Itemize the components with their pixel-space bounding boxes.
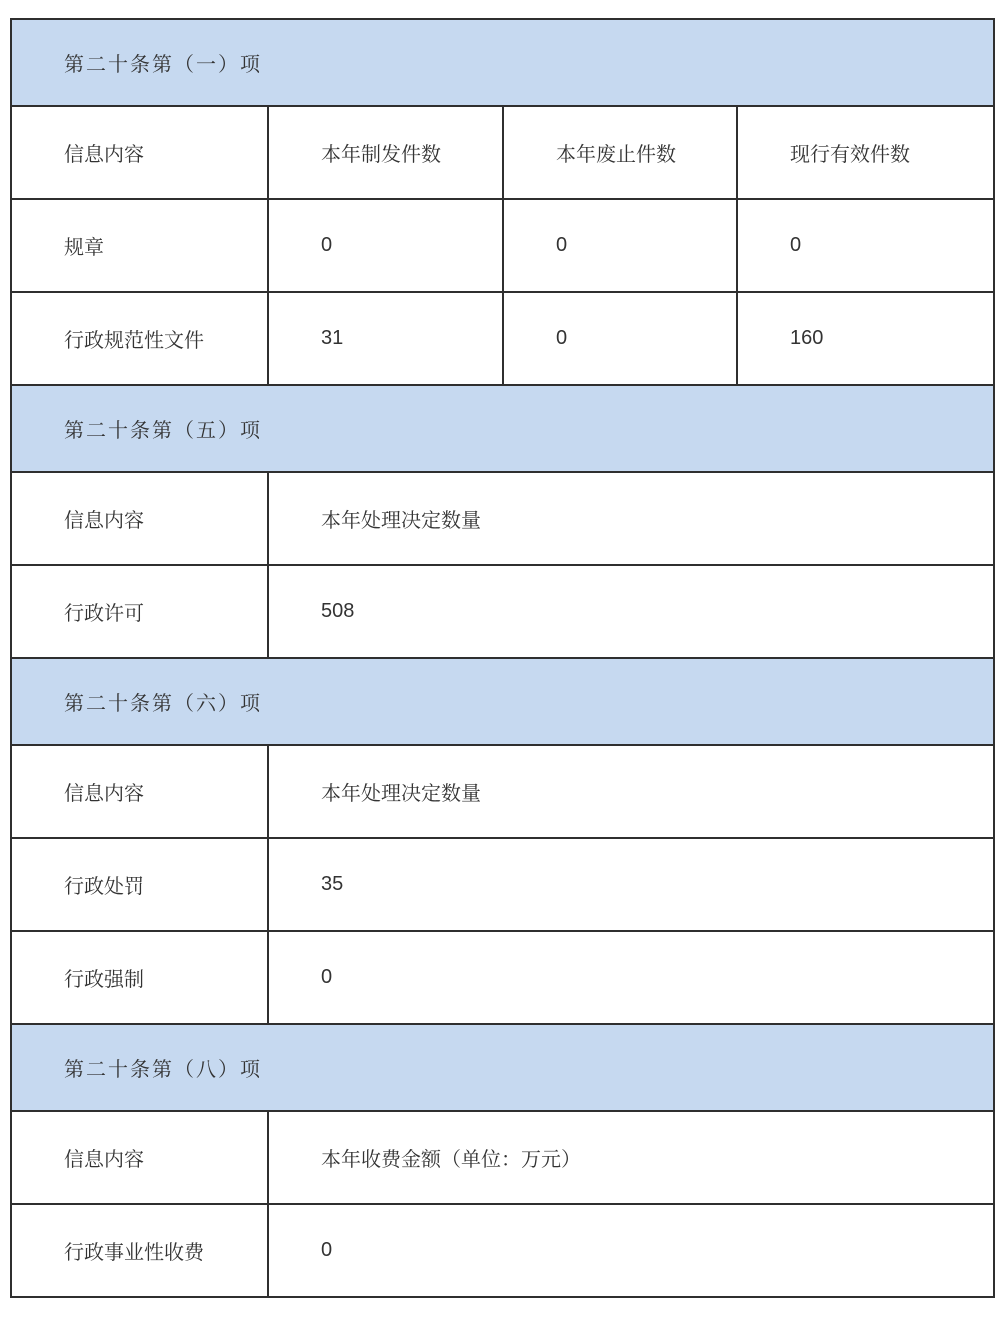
value-cell: 0 xyxy=(268,1204,994,1297)
section-header-row xyxy=(11,1024,994,1111)
section-header-row xyxy=(11,19,994,106)
column-header-row xyxy=(11,472,994,565)
section-title: 第二十条第（六）项 xyxy=(11,658,994,745)
table-row xyxy=(11,931,994,1024)
column-header-cell: 信息内容 xyxy=(11,1111,268,1204)
column-header-cell: 本年废止件数 xyxy=(503,106,737,199)
row-label-cell: 行政事业性收费 xyxy=(11,1204,268,1297)
table-row xyxy=(11,199,994,292)
section-title: 第二十条第（五）项 xyxy=(11,385,994,472)
row-label-cell: 行政处罚 xyxy=(11,838,268,931)
table-row xyxy=(11,292,994,385)
disclosure-report-table-wrap xyxy=(10,18,995,1298)
value-cell: 0 xyxy=(737,199,994,292)
row-label-cell: 行政强制 xyxy=(11,931,268,1024)
section-title: 第二十条第（一）项 xyxy=(11,19,994,106)
section-title: 第二十条第（八）项 xyxy=(11,1024,994,1111)
column-header-row xyxy=(11,745,994,838)
value-cell: 35 xyxy=(268,838,994,931)
value-cell: 0 xyxy=(268,931,994,1024)
value-cell: 0 xyxy=(503,292,737,385)
table-row xyxy=(11,838,994,931)
column-header-cell: 本年处理决定数量 xyxy=(268,472,994,565)
column-header-cell: 信息内容 xyxy=(11,472,268,565)
column-header-cell: 本年制发件数 xyxy=(268,106,503,199)
column-header-cell: 现行有效件数 xyxy=(737,106,994,199)
column-header-cell: 信息内容 xyxy=(11,106,268,199)
column-header-cell: 本年处理决定数量 xyxy=(268,745,994,838)
column-header-row xyxy=(11,1111,994,1204)
value-cell: 508 xyxy=(268,565,994,658)
row-label-cell: 规章 xyxy=(11,199,268,292)
row-label-cell: 行政规范性文件 xyxy=(11,292,268,385)
table-row xyxy=(11,1204,994,1297)
section-header-row xyxy=(11,658,994,745)
value-cell: 160 xyxy=(737,292,994,385)
section-header-row xyxy=(11,385,994,472)
value-cell: 31 xyxy=(268,292,503,385)
column-header-cell: 本年收费金额（单位：万元） xyxy=(268,1111,994,1204)
column-header-cell: 信息内容 xyxy=(11,745,268,838)
row-label-cell: 行政许可 xyxy=(11,565,268,658)
table-row xyxy=(11,565,994,658)
disclosure-report-table xyxy=(10,18,995,1298)
value-cell: 0 xyxy=(268,199,503,292)
value-cell: 0 xyxy=(503,199,737,292)
column-header-row xyxy=(11,106,994,199)
